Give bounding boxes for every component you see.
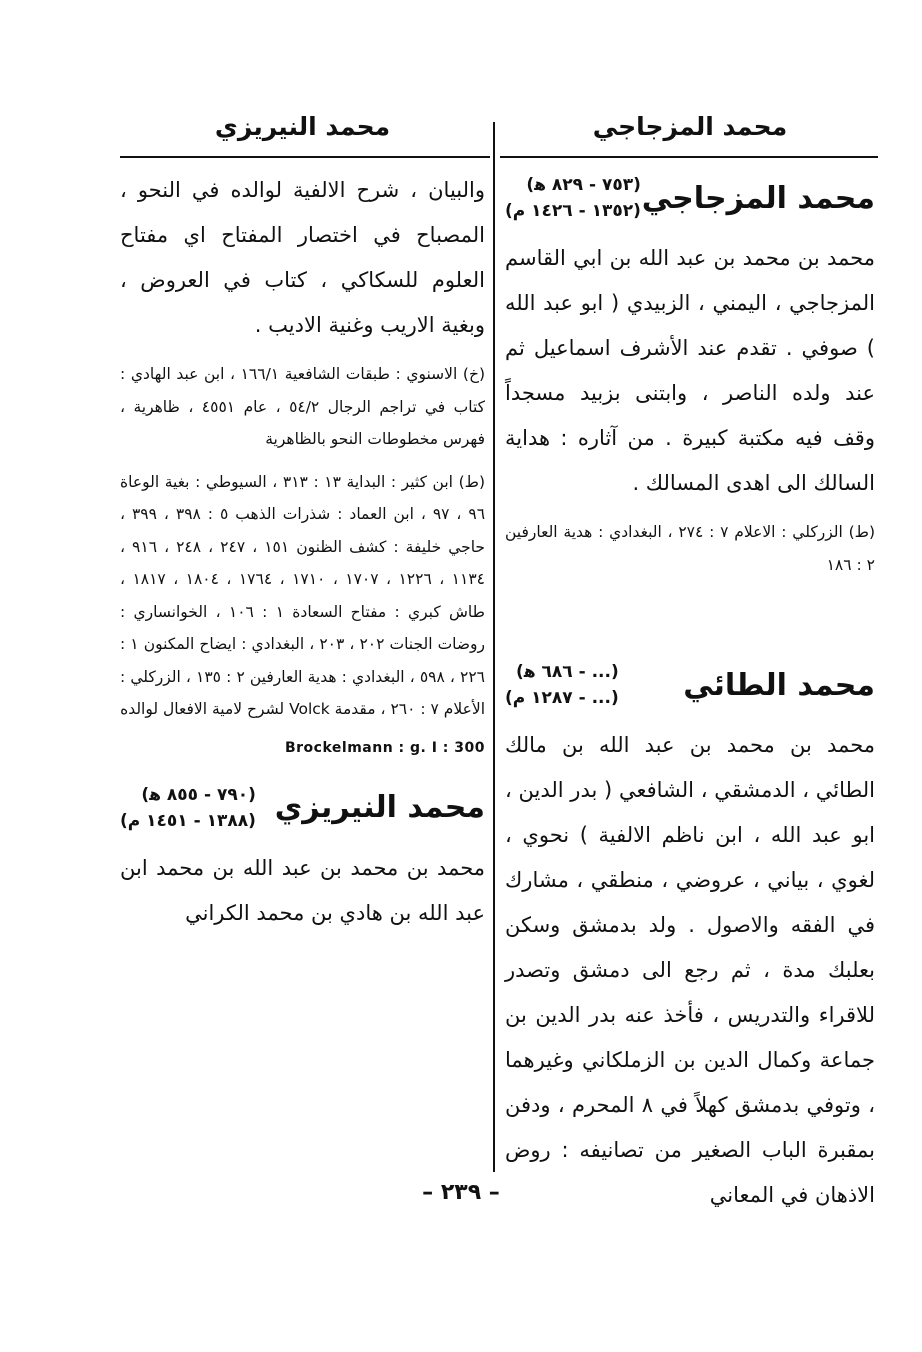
dates-hijri: (... - ٦٨٦ ﻫ) — [516, 662, 619, 682]
page-number: – ٢٣٩ – — [422, 1180, 500, 1205]
entry-header-tai — [505, 659, 875, 711]
dates-gregorian: (١٣٨٨ - ١٤٥١ م) — [120, 810, 256, 831]
entry-biography: محمد بن محمد بن عبد الله بن مالك الطائي ، الدمشقي ، الشافعي ( بدر الدين ، ابو عبد الله ، ابن ناظم الالفية ) نحوي ، لغوي ، بياني ، عروضي ، منطقي ، مشارك في الفقه والاصول . ولد بدمشق وسكن بعلبك مدة ، ثم رجع الى دمشق وتصدر للاقراء والتدريس ، فأخذ عنه بدر الدين بن جماعة وكمال الدين بن الزملكاني وغيرهما ، وتوفي بدمشق كهلاً في ٨ المحرم ، ودفن بمقبرة الباب الصغير من تصانيفه : روض الاذهان في المعاني — [505, 733, 875, 1207]
dates-gregorian: (... - ١٢٨٧ م) — [505, 688, 619, 708]
spacer — [505, 581, 875, 655]
spacer — [120, 756, 485, 778]
spacer — [505, 506, 875, 516]
spacer — [120, 348, 485, 358]
continued-biography: والبيان ، شرح الالفية لوالده في النحو ، المصباح في اختصار المفتاح اي مفتاح العلوم للسكاكي ، كتاب في العروض ، وبغية الاريب وغنية الاديب . — [120, 178, 485, 337]
entry-dates — [505, 659, 619, 711]
spacer — [120, 456, 485, 466]
right-running-header: محمد المزجاجي — [592, 112, 788, 141]
entry-dates — [120, 782, 256, 834]
dates-gregorian: (١٣٥٢ - ١٤٢٦ م) — [505, 201, 641, 221]
right-column — [505, 168, 875, 1207]
entry-references: (ط) الزركلي : الاعلام ٧ : ٢٧٤ ، البغدادي : هدية العارفين ٢ : ١٨٦ — [505, 523, 875, 574]
left-running-header: محمد النيريزي — [214, 112, 391, 141]
dates-hijri: (٧٩٠ - ٨٥٥ ﻫ) — [141, 784, 256, 805]
printed-references: (ط) ابن كثير : البداية ١٣ : ٣١٣ ، السيوطي : بغية الوعاة ٩٦ ، ٩٧ ، ابن العماد : شذرات الذهب ٥ : ٣٩٨ ، ٣٩٩ ، حاجي خليفة : كشف الظنون ١٥١ ، ٢٤٧ ، ٢٤٨ ، ٩١٦ ، ١١٣٤ ، ١٢٢٦ ، ١٧٠٧ ، ١٧١٠ ، ١٧٦٤ ، ١٨٠٤ ، ١٨١٧ ، طاش كبري : مفتاح السعادة ١ : ١٠٦ ، الخوانساري : روضات الجنات ٢٠٢ ، ٢٠٣ ، البغدادي : ايضاح المكنون ١ : ٢٢٦ ، ٥٩٨ ، البغدادي : هدية العارفين ٢ : ١٣٥ ، الزركلي : الأعلام ٧ : ٢٦٠ ، مقدمة Volck لشرح لامية الافعال لوالده — [120, 472, 486, 718]
entry-biography: محمد بن محمد بن عبد الله بن ابي القاسم المزجاجي ، اليمني ، الزبيدي ( ابو عبد الله ) صوفي . تقدم عند الأشرف اسماعيل ثم عند ولده الناصر ، وابتنى بزبيد مسجداً وقف فيه مكتبة كبيرة . من آثاره : هداية السالك الى اهدى المسالك . — [505, 246, 875, 495]
entry-dates — [505, 172, 641, 224]
column-divider — [493, 122, 495, 1172]
brockelmann-reference: Brockelmann : g. I : 300 — [284, 739, 485, 756]
entry-header-nayrizi — [120, 782, 485, 834]
left-header-rule — [120, 156, 490, 158]
entry-name: محمد النيريزي — [274, 790, 485, 825]
entry-biography: محمد بن محمد بن عبد الله بن محمد ابن عبد الله بن هادي بن محمد الكراني — [120, 855, 485, 925]
entry-name: محمد الطائي — [683, 667, 875, 703]
right-header-rule — [500, 156, 878, 158]
entry-name: محمد المزجاجي — [641, 180, 875, 216]
entry-header-mazjaji — [505, 172, 875, 224]
left-column — [120, 168, 485, 1168]
manuscript-references: (خ) الاسنوي : طبقات الشافعية ١٦٦/١ ، ابن عبد الهادي : كتاب في تراجم الرجال ٥٤/٢ ، عام ٤٥٥١ ، ظاهرية ، فهرس مخطوطات النحو بالظاهرية — [120, 365, 486, 448]
dates-hijri: (٧٥٣ - ٨٢٩ ﻫ) — [526, 175, 641, 195]
